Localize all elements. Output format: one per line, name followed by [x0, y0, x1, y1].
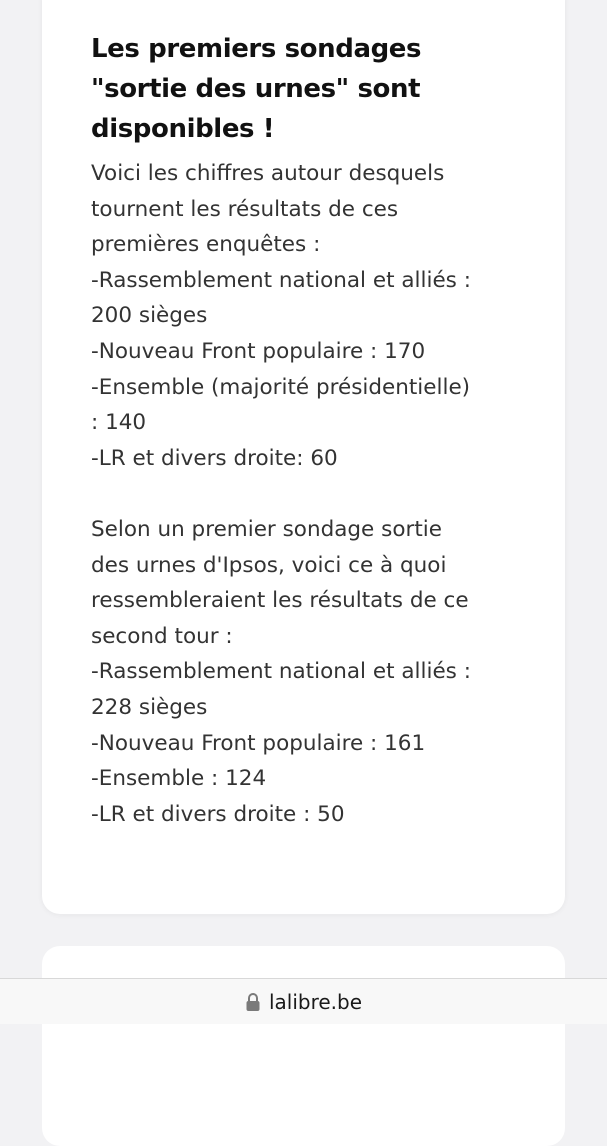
browser-address-bar[interactable] [0, 978, 607, 1024]
next-article-card [42, 946, 565, 1146]
body-line: Voici les chiffres autour desquels [91, 161, 445, 186]
body-line: premières enquêtes : [91, 232, 321, 258]
url-display[interactable] [245, 990, 362, 1014]
body-line: -Rassemblement national et alliés : [91, 267, 471, 293]
body-line: ressembleraient les résultats de ce [91, 588, 469, 614]
paragraph-gap [91, 476, 541, 512]
body-line: 228 sièges [91, 694, 208, 720]
body-line: -LR et divers droite: 60 [91, 445, 338, 471]
body-line: tournent les résultats de ces [91, 196, 399, 222]
body-line: second tour : [91, 623, 233, 649]
body-line: -Rassemblement national et alliés : [91, 659, 471, 685]
lock-icon [245, 992, 261, 1012]
body-line: -Nouveau Front populaire : 170 [91, 338, 426, 364]
body-line: -Ensemble : 124 [91, 766, 267, 792]
body-line: -Nouveau Front populaire : 161 [91, 730, 426, 756]
article-card [42, 0, 565, 914]
body-line: -Ensemble (majorité présidentielle) [91, 374, 471, 400]
article-body [91, 156, 541, 832]
body-line: Selon un premier sondage sortie [91, 516, 442, 542]
body-line: : 140 [91, 410, 147, 436]
article-title: Les premiers sondages "sortie des urnes" sont disponibles ! [91, 34, 422, 144]
body-line: des urnes d'Ipsos, voici ce à quoi [91, 552, 447, 578]
url-text[interactable]: lalibre.be [268, 989, 363, 1014]
body-line: -LR et divers droite : 50 [91, 801, 345, 827]
body-line: 200 sièges [91, 303, 208, 329]
